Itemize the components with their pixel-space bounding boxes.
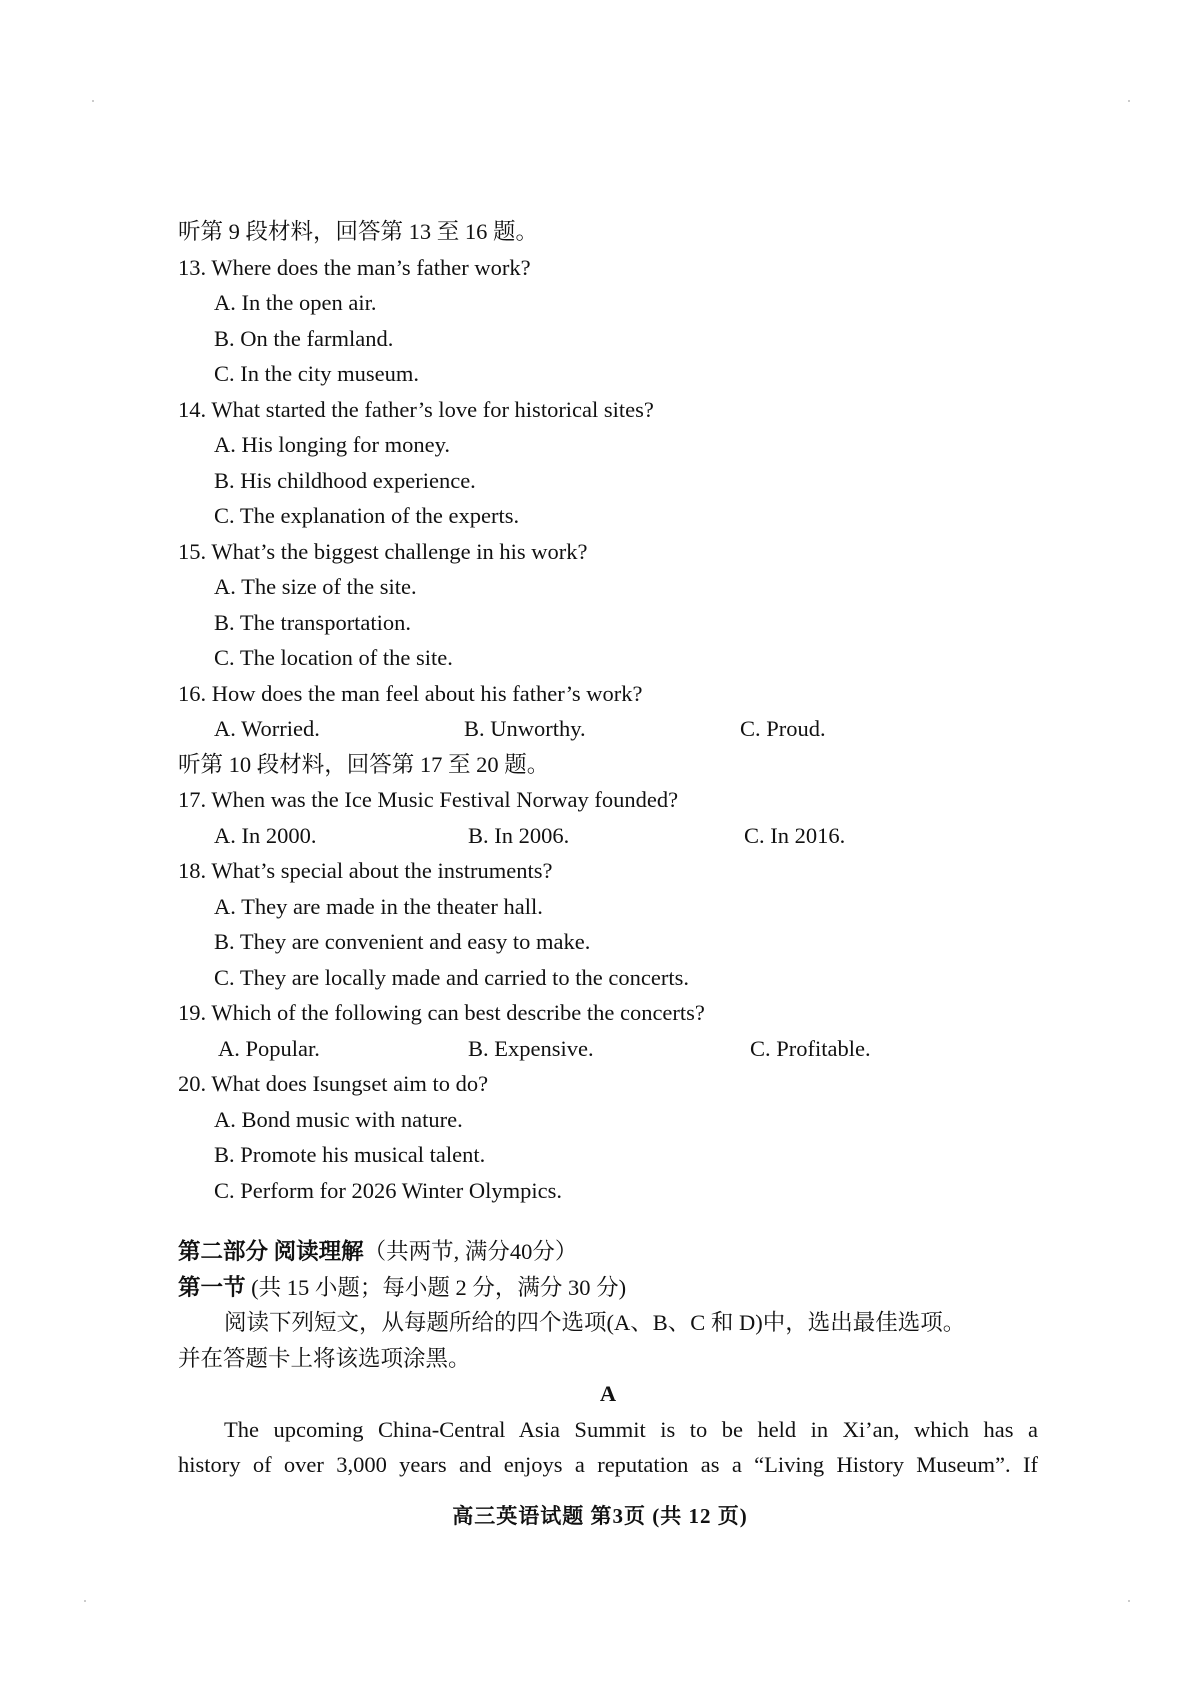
question-14: 14. What started the father’s love for historical sites? (178, 396, 654, 422)
part-two-score: （共两节, 满分40分） (363, 1239, 578, 1264)
scan-speck (84, 1600, 86, 1602)
reading-instruction-line1: 阅读下列短文，从每题所给的四个选项(A、B、C 和 D)中，选出最佳选项。 (224, 1310, 966, 1335)
question-15: 15. What’s the biggest challenge in his work? (178, 538, 588, 564)
q16-option-b: B. Unworthy. (464, 716, 586, 741)
question-17: 17. When was the Ice Music Festival Norway founded? (178, 787, 679, 812)
part-two-heading (178, 1234, 1038, 1270)
q18-option-a: A. They are made in the theater hall. (214, 893, 543, 919)
q16-options (178, 711, 1038, 747)
q16-option-c: C. Proud. (740, 716, 826, 741)
q14-option-b: B. His childhood experience. (214, 467, 476, 493)
q19-option-c: C. Profitable. (750, 1035, 871, 1061)
question-13: 13. Where does the man’s father work? (178, 254, 531, 280)
page-footer: 高三英语试题 第3页 (共 12 页) (452, 1504, 748, 1528)
q20-option-c: C. Perform for 2026 Winter Olympics. (214, 1177, 563, 1203)
page-content (178, 214, 1038, 1483)
q14-option-a: A. His longing for money. (214, 432, 451, 457)
q13-option-c: C. In the city museum. (214, 361, 419, 386)
q18-option-c: C. They are locally made and carried to the concerts. (214, 964, 690, 990)
q18-option-b: B. They are convenient and easy to make. (214, 929, 591, 954)
q13-option-a: A. In the open air. (214, 290, 377, 315)
scan-speck (1128, 100, 1130, 102)
q19-option-a: A. Popular. (218, 1035, 320, 1061)
section-gap (178, 1208, 1038, 1234)
q20-option-b: B. Promote his musical talent. (214, 1142, 486, 1167)
q17-option-a: A. In 2000. (214, 822, 317, 848)
question-18: 18. What’s special about the instruments? (178, 858, 553, 883)
q15-option-a: A. The size of the site. (214, 574, 417, 599)
q13-option-b: B. On the farmland. (214, 325, 394, 351)
question-19: 19. Which of the following can best describe the concerts? (178, 1000, 705, 1025)
q14-option-c: C. The explanation of the experts. (214, 503, 520, 528)
section-one-title: 第一节 (178, 1274, 246, 1300)
reading-instruction-line2: 并在答题卡上将该选项涂黑。 (178, 1345, 471, 1371)
section-one-score: (共 15 小题；每小题 2 分，满分 30 分) (245, 1274, 627, 1300)
q15-option-c: C. The location of the site. (214, 645, 453, 670)
passage-letter: A (599, 1381, 617, 1406)
q19-options (178, 1031, 1038, 1067)
q17-option-c: C. In 2016. (744, 822, 846, 848)
q17-options (178, 818, 1038, 854)
q16-option-a: A. Worried. (214, 716, 320, 741)
part-two-title: 第二部分 阅读理解 (178, 1239, 364, 1264)
question-20: 20. What does Isungset aim to do? (178, 1071, 489, 1096)
scan-speck (1128, 1600, 1130, 1602)
section9-heading: 听第 9 段材料，回答第 13 至 16 题。 (178, 219, 539, 244)
q17-option-b: B. In 2006. (468, 822, 570, 848)
passage-line-1: The upcoming China-Central Asia Summit is to be held in Xi’an, which has a (224, 1416, 1038, 1442)
q15-option-b: B. The transportation. (214, 609, 412, 635)
section10-heading: 听第 10 段材料，回答第 17 至 20 题。 (178, 751, 550, 777)
section-one-heading (178, 1270, 1038, 1306)
passage-a-text (178, 1412, 1038, 1483)
q19-option-b: B. Expensive. (468, 1035, 594, 1061)
scan-speck (92, 100, 94, 102)
question-16: 16. How does the man feel about his father’s work? (178, 680, 643, 706)
passage-line-2: history of over 3,000 years and enjoys a reputation as a “Living History Museum”. If (178, 1452, 1038, 1477)
q20-option-a: A. Bond music with nature. (214, 1106, 463, 1132)
